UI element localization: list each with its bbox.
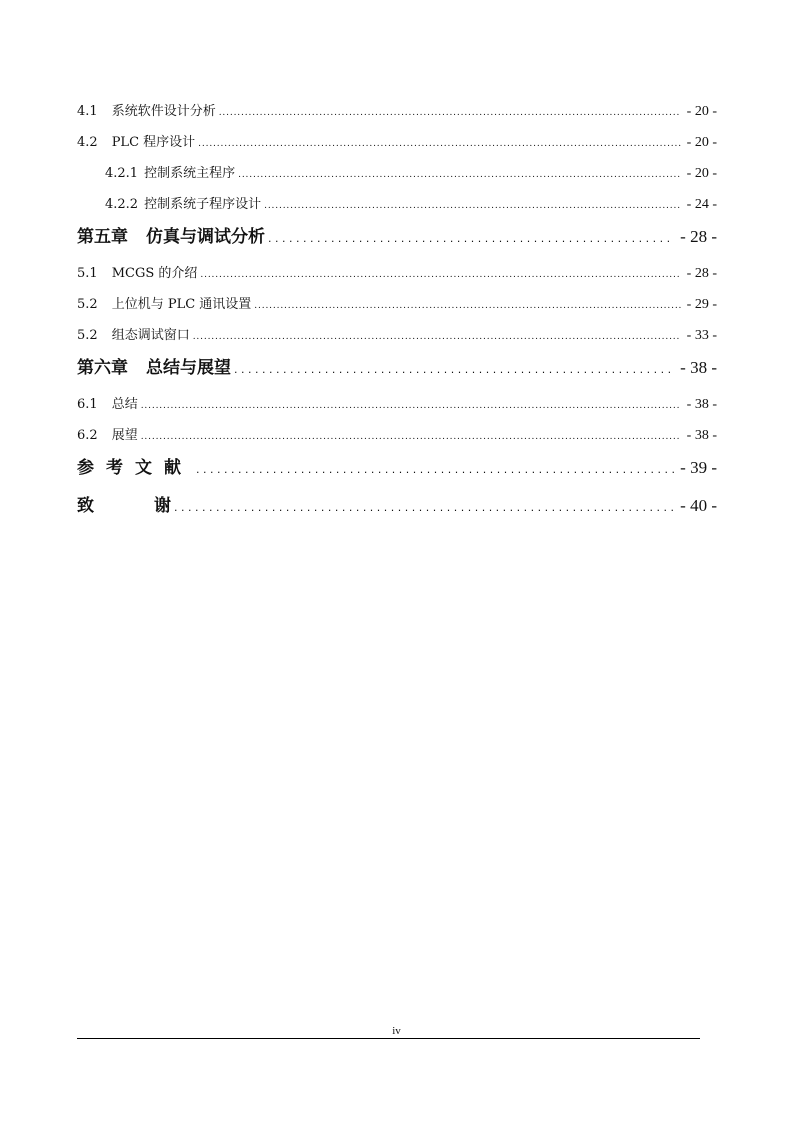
toc-entry-4-2-2[interactable]	[77, 189, 717, 220]
toc-entry-page: - 40 -	[680, 496, 717, 515]
toc-entry-title: 展望	[111, 428, 138, 443]
toc-entry-number: 4.1	[77, 104, 98, 119]
toc-chapter-5[interactable]	[77, 220, 717, 258]
toc-entry-number: 5.2	[77, 297, 98, 312]
toc-entry-page: - 20 -	[686, 104, 717, 119]
toc-acknowledgements[interactable]	[77, 489, 717, 527]
toc-leader-dots	[141, 422, 681, 453]
toc-entry-page: - 20 -	[686, 135, 717, 150]
toc-leader-dots	[196, 453, 674, 487]
toc-entry-page: - 38 -	[686, 397, 717, 412]
toc-leader-dots	[234, 353, 674, 387]
toc-leader-dots	[268, 222, 674, 256]
toc-entry-6-1[interactable]	[77, 389, 717, 420]
toc-chapter-number: 致	[77, 496, 94, 516]
toc-entry-4-1[interactable]	[77, 96, 717, 127]
toc-entry-number: 4.2.2	[105, 197, 139, 212]
toc-chapter-number: 第六章	[77, 358, 128, 378]
toc-entry-number: 5.1	[77, 266, 98, 281]
toc-entry-page: - 24 -	[686, 197, 717, 212]
toc-chapter-title: 总结与展望	[146, 358, 231, 378]
toc-leader-dots	[264, 191, 681, 222]
toc-leader-dots	[219, 98, 681, 129]
toc-entry-5-2-b[interactable]	[77, 320, 717, 351]
toc-entry-4-2[interactable]	[77, 127, 717, 158]
toc-entry-title: 上位机与 PLC 通讯设置	[111, 297, 252, 312]
toc-leader-dots	[238, 160, 681, 191]
toc-references[interactable]	[77, 451, 717, 489]
toc-entry-title: MCGS 的介绍	[111, 266, 198, 281]
toc-entry-page: - 29 -	[686, 297, 717, 312]
toc-entry-title: 控制系统子程序设计	[144, 197, 262, 212]
toc-entry-title: PLC 程序设计	[111, 135, 196, 150]
toc-entry-page: - 38 -	[680, 358, 717, 377]
toc-entry-page: - 28 -	[686, 266, 717, 281]
toc-entry-title: 系统软件设计分析	[111, 104, 216, 119]
toc-entry-number: 4.2.1	[105, 166, 139, 181]
toc-leader-dots	[193, 322, 681, 353]
toc-entry-number: 4.2	[77, 135, 98, 150]
toc-entry-title: 组态调试窗口	[111, 328, 190, 343]
toc-entry-number: 6.2	[77, 428, 98, 443]
toc-entry-6-2[interactable]	[77, 420, 717, 451]
toc-chapter-title: 谢	[154, 496, 171, 516]
toc-entry-4-2-1[interactable]	[77, 158, 717, 189]
footer-page-number: iv	[392, 1025, 401, 1037]
toc-leader-dots	[141, 391, 681, 422]
toc-chapter-title: 仿真与调试分析	[146, 227, 265, 247]
toc-leader-dots	[200, 260, 680, 291]
toc-leader-dots	[198, 129, 681, 160]
toc-entry-page: - 33 -	[686, 328, 717, 343]
toc-leader-dots	[254, 291, 680, 322]
toc-leader-dots	[174, 491, 674, 525]
toc-entry-page: - 20 -	[686, 166, 717, 181]
toc-entry-number: 6.1	[77, 397, 98, 412]
toc-entry-page: - 38 -	[686, 428, 717, 443]
toc-entry-5-1[interactable]	[77, 258, 717, 289]
table-of-contents	[77, 96, 717, 527]
toc-entry-5-2[interactable]	[77, 289, 717, 320]
footer-rule	[77, 1038, 700, 1039]
toc-chapter-title: 参考文献	[77, 458, 193, 478]
toc-chapter-number: 第五章	[77, 227, 128, 247]
toc-entry-title: 总结	[111, 397, 138, 412]
toc-entry-page: - 28 -	[680, 227, 717, 246]
toc-entry-title: 控制系统主程序	[144, 166, 236, 181]
toc-entry-page: - 39 -	[680, 458, 717, 477]
toc-entry-number: 5.2	[77, 328, 98, 343]
toc-chapter-6[interactable]	[77, 351, 717, 389]
